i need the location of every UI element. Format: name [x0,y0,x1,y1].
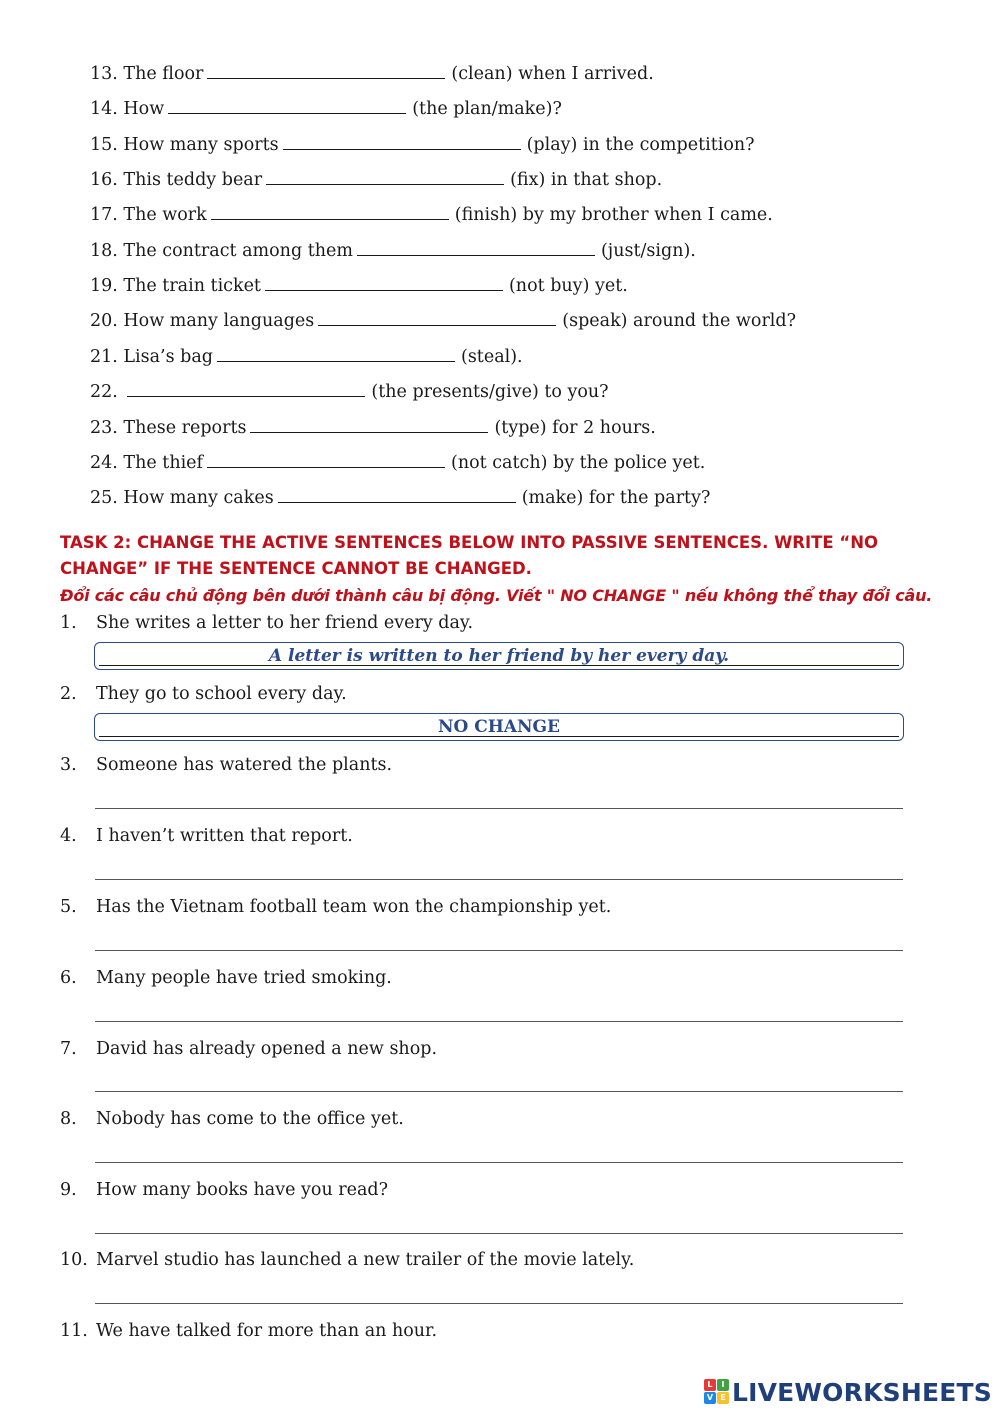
item-hint: (just/sign). [600,241,696,261]
item-prompt: These reports [123,418,247,438]
question-7 [60,1038,437,1060]
fill-item-13 [90,62,654,85]
question-9 [60,1179,388,1201]
liveworksheets-logo [704,1376,992,1408]
item-hint: (not catch) by the police yet. [451,453,706,473]
item-prompt: The contract among them [123,241,353,261]
answer-blank[interactable] [207,62,445,79]
item-prompt: The floor [123,64,204,84]
fill-item-23 [90,416,656,439]
answer-box-1[interactable] [94,642,904,670]
item-number: 18. [90,241,118,261]
question-10 [60,1249,634,1271]
answer-blank[interactable] [211,203,449,220]
fill-item-15 [90,133,755,156]
question-3 [60,754,392,776]
answer-line-6[interactable] [95,1021,903,1022]
item-number: 15. [90,135,118,155]
item-hint: (speak) around the world? [562,311,796,331]
fill-item-19 [90,274,628,297]
question-text: She writes a letter to her friend every day. [96,613,474,633]
answer-line-8[interactable] [95,1162,903,1163]
fill-item-20 [90,309,796,332]
answer-blank[interactable] [278,486,516,503]
item-prompt: How many languages [123,311,315,331]
answer-blank[interactable] [318,309,556,326]
item-hint: (type) for 2 hours. [494,418,656,438]
answer-line-4[interactable] [95,879,903,880]
answer-blank[interactable] [217,345,455,362]
item-prompt: Lisa’s bag [123,347,213,367]
question-4 [60,825,353,847]
question-number: 9. [60,1180,77,1200]
item-hint: (play) in the competition? [526,135,755,155]
item-hint: (the presents/give) to you? [371,382,609,402]
question-text: They go to school every day. [96,684,347,704]
fill-item-17 [90,203,773,226]
question-text: Marvel studio has launched a new trailer of the movie lately. [96,1250,635,1270]
item-number: 25. [90,488,118,508]
question-text: I haven’t written that report. [96,826,353,846]
answer-text: A letter is written to her friend by her every day. [268,646,730,666]
question-1 [60,612,473,634]
item-hint: (finish) by my brother when I came. [454,205,773,225]
task2-heading: TASK 2: CHANGE THE ACTIVE SENTENCES BELOW INTO PASSIVE SENTENCES. WRITE “NO CHANGE” IF THE SENTENCE CANNOT BE CHANGED. [60,533,879,578]
question-number: 4. [60,826,77,846]
question-number: 2. [60,684,77,704]
item-hint: (the plan/make)? [412,99,562,119]
item-number: 16. [90,170,118,190]
task2-subheading: Đổi các câu chủ động bên dưới thành câu bị động. Viết " NO CHANGE " nếu không thể thay đổi câu. [60,586,933,605]
answer-line-7[interactable] [95,1091,903,1092]
item-hint: (make) for the party? [521,488,711,508]
item-number: 19. [90,276,118,296]
answer-blank[interactable] [207,451,445,468]
question-5 [60,896,611,918]
logo-text: LIVEWORKSHEETS [731,1377,992,1407]
question-text: Many people have tried smoking. [96,968,392,988]
item-number: 20. [90,311,118,331]
question-text: Has the Vietnam football team won the championship yet. [96,897,612,917]
question-6 [60,967,392,989]
answer-blank[interactable] [250,416,488,433]
question-number: 5. [60,897,77,917]
question-2 [60,683,347,705]
fill-item-18 [90,239,696,262]
item-number: 23. [90,418,118,438]
answer-blank[interactable] [266,168,504,185]
answer-line-9[interactable] [95,1233,903,1234]
answer-blank[interactable] [127,380,365,397]
question-text: We have talked for more than an hour. [96,1321,438,1341]
answer-line-5[interactable] [95,950,903,951]
question-number: 11. [60,1321,88,1341]
question-number: 6. [60,968,77,988]
fill-item-16 [90,168,662,191]
question-number: 10. [60,1250,88,1270]
item-number: 13. [90,64,118,84]
item-number: 14. [90,99,118,119]
question-number: 3. [60,755,77,775]
answer-line-10[interactable] [95,1303,903,1304]
item-hint: (not buy) yet. [508,276,628,296]
question-text: Someone has watered the plants. [96,755,393,775]
answer-blank[interactable] [283,133,521,150]
item-prompt: How many sports [123,135,279,155]
item-number: 22. [90,382,118,402]
question-text: David has already opened a new shop. [96,1039,438,1059]
item-number: 21. [90,347,118,367]
fill-item-21 [90,345,523,368]
fill-item-25 [90,486,710,509]
item-prompt: This teddy bear [123,170,263,190]
item-hint: (steal). [461,347,523,367]
fill-item-14 [90,97,562,120]
question-number: 7. [60,1039,77,1059]
item-prompt: How many cakes [123,488,274,508]
answer-blank[interactable] [357,239,595,256]
answer-blank[interactable] [265,274,503,291]
answer-box-2[interactable] [94,713,904,741]
question-text: How many books have you read? [96,1180,389,1200]
item-hint: (clean) when I arrived. [451,64,654,84]
question-11 [60,1320,437,1342]
question-number: 1. [60,613,77,633]
question-text: Nobody has come to the office yet. [96,1109,404,1129]
answer-blank[interactable] [168,97,406,114]
question-number: 8. [60,1109,77,1129]
item-number: 17. [90,205,118,225]
item-prompt: The train ticket [123,276,261,296]
answer-line-3[interactable] [95,808,903,809]
logo-grid-icon: L I V E [704,1379,730,1405]
item-prompt: How [123,99,165,119]
fill-item-24 [90,451,705,474]
answer-text: NO CHANGE [437,717,561,737]
item-prompt: The thief [123,453,204,473]
item-hint: (fix) in that shop. [510,170,663,190]
question-8 [60,1108,404,1130]
fill-item-22 [90,380,609,403]
item-prompt: The work [123,205,207,225]
item-number: 24. [90,453,118,473]
